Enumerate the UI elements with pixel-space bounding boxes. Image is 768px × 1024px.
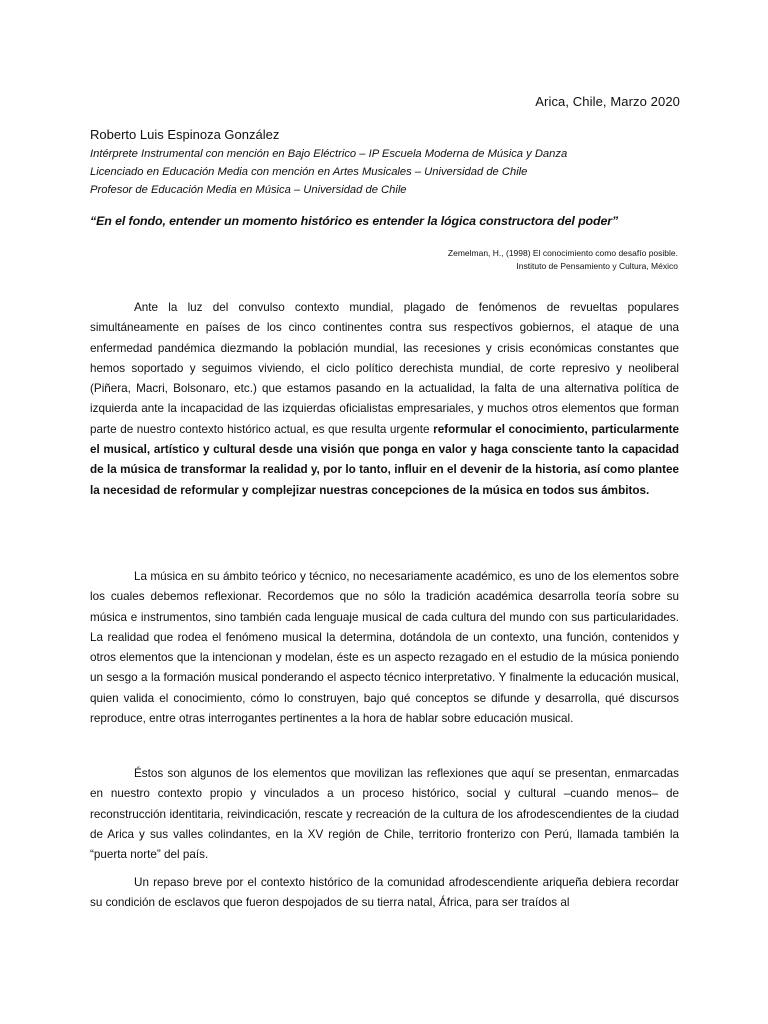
author-credential: Profesor de Educación Media en Música – Universidad de Chile <box>90 184 407 197</box>
author-block <box>90 126 690 200</box>
paragraph-text: La música en su ámbito teórico y técnico, no necesariamente académico, es uno de los elementos sobre los cuales debemos reflexionar. Recordemos que no sólo la tradición académica desarrolla teoría sobre su música e instrumentos, sino también cada lenguaje musical de cada cultura del mundo con sus particularidades. La realidad que rodea el fenómeno musical la determina, dotándola de un contexto, una función, contenidos y otros elementos que la intencionan y modelan, éste es un aspecto rezagado en el estudio de la música poniendo un sesgo a la formación musical ponderando el aspecto técnico interpretativo. Y finalmente la educación musical, quien valida el conocimiento, cómo lo construyen, bajo qué conceptos se difunde y desarrolla, qué discursos reproduce, entre otras interrogantes pertinentes a la hora de hablar sobre educación musical. <box>90 570 679 726</box>
paragraph-emphasis: reformular el conocimiento, particularmente el musical, artístico y cultural desde una visión que ponga en valor y haga consciente tanto la capacidad de la música de transformar la realidad y, por lo tanto, influir en el devenir de la historia, así como plantee la necesidad de reformular y complejizar nuestras concepciones de la música en todos sus ámbitos. <box>90 422 680 497</box>
author-credential: Intérprete Instrumental con mención en Bajo Eléctrico – IP Escuela Moderna de Música y Danza <box>90 148 568 160</box>
body-paragraph <box>90 764 679 865</box>
author-name: Roberto Luis Espinoza González <box>90 127 280 142</box>
epigraph-citation <box>448 247 678 273</box>
citation-line: Zemelman, H., (1998) El conocimiento como desafío posible. <box>447 248 678 258</box>
paragraph-text: Ante la luz del convulso contexto mundial, plagado de fenómenos de revueltas populares simultáneamente en países de los cinco continentes contra sus respectivos gobiernos, el ataque de una enfermedad pandémica diezmando la población mundial, las recesiones y crisis económicas constantes que hemos soportado y seguimos viviendo, el ciclo político derechista mundial, de corte represivo y neoliberal (Piñera, Macri, Bolsonaro, etc.) que estamos pasando en la actualidad, la falta de una alternativa política de izquierda ante la incapacidad de las izquierdas oficialistas empresariales, y muchos otros elementos que forman parte de nuestro contexto histórico actual, es que resulta urgente <box>90 301 679 436</box>
date-location-line: Arica, Chile, Marzo 2020 <box>535 94 680 109</box>
body-paragraph <box>90 298 679 501</box>
citation-line: Instituto de Pensamiento y Cultura, México <box>516 261 678 271</box>
epigraph-quote: “En el fondo, entender un momento histórico es entender la lógica constructora del poder” <box>90 214 619 228</box>
body-paragraph <box>90 567 679 729</box>
author-credential: Licenciado en Educación Media con mención en Artes Musicales – Universidad de Chile <box>90 166 528 179</box>
body-paragraph <box>90 873 679 914</box>
paragraph-text: Un repaso breve por el contexto histórico de la comunidad afrodescendiente ariqueña debiera recordar su condición de esclavos que fueron despojados de su tierra natal, África, para ser traídos al <box>90 876 679 910</box>
paragraph-text: Éstos son algunos de los elementos que movilizan las reflexiones que aquí se presentan, enmarcadas en nuestro contexto propio y vinculados a un proceso histórico, social y cultural –cuando menos– de reconstrucción identitaria, reivindicación, rescate y recreación de la cultura de los afrodescendientes de la ciudad de Arica y sus valles colindantes, en la XV región de Chile, territorio fronterizo con Perú, llamada también la “puerta norte” del país. <box>90 767 679 862</box>
